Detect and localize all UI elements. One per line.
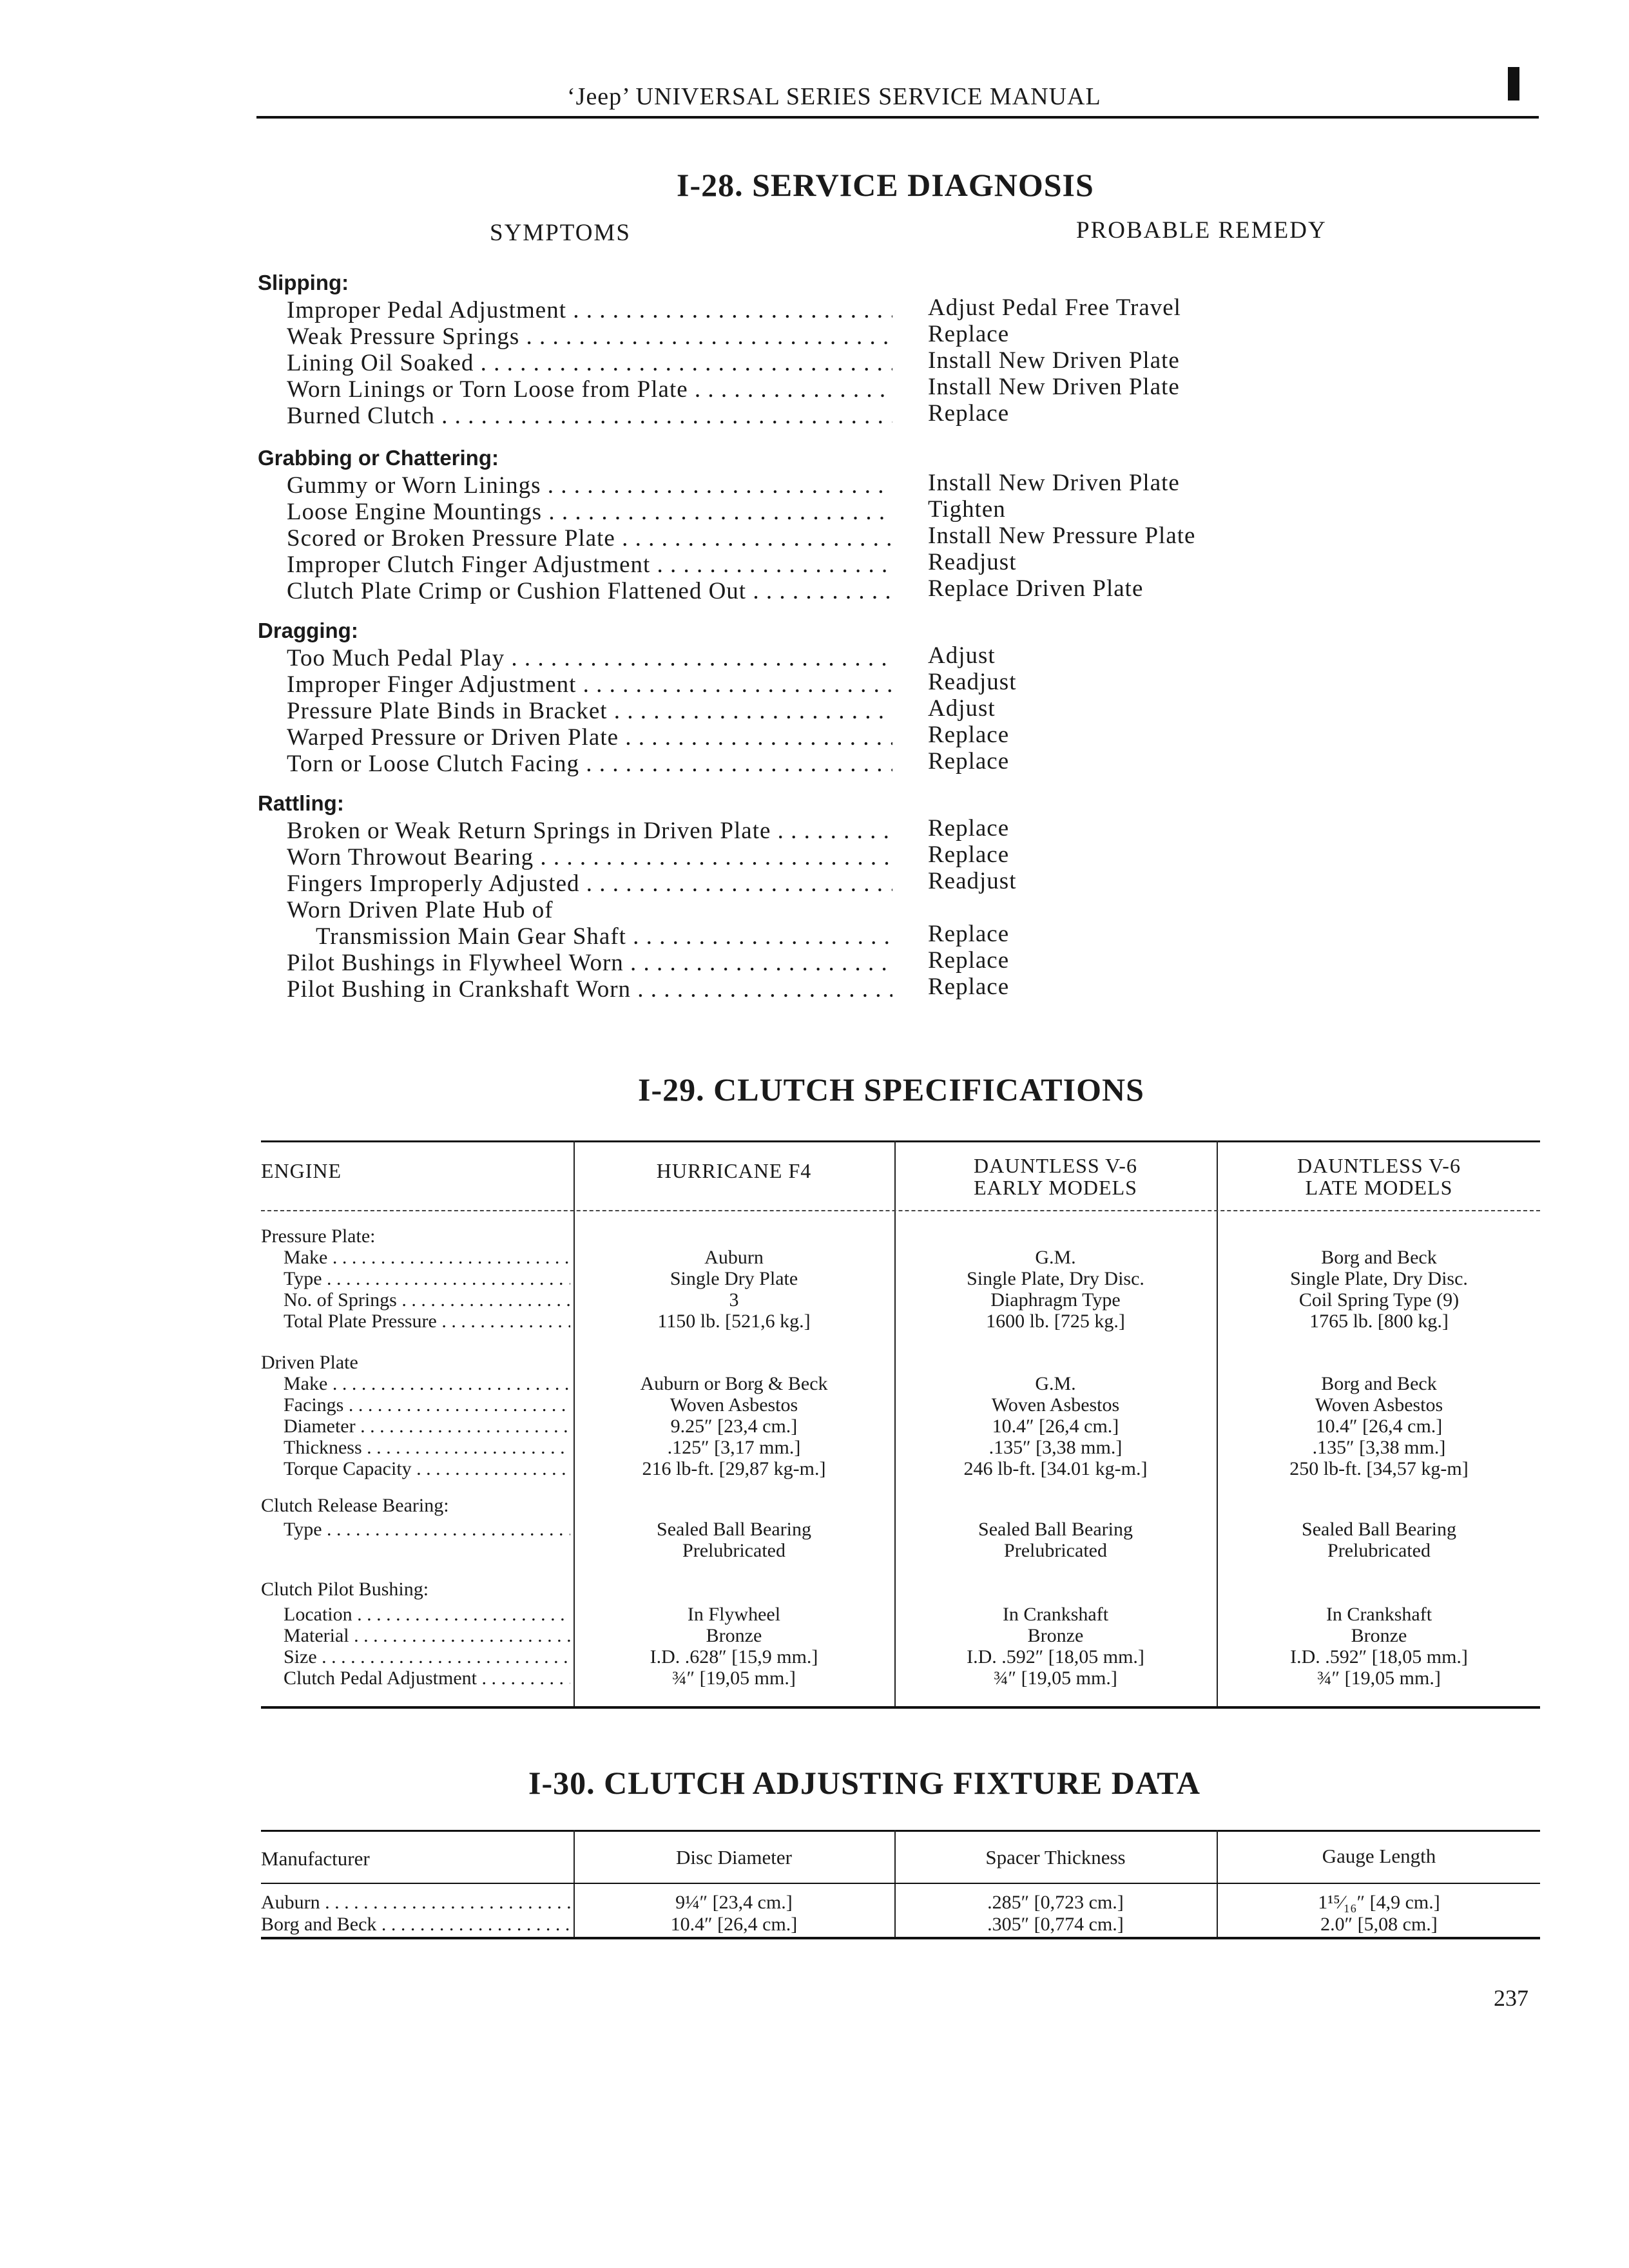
spec-value-dauntless-late: .135″ [3,38 mm.] (1312, 1437, 1446, 1458)
diagnosis-category: Dragging: (258, 619, 358, 642)
spec-value-hurricane-f4: Bronze (706, 1625, 762, 1646)
remedy-item: Replace (928, 841, 1010, 868)
spec-value-dauntless-late: 250 lb-ft. [34,57 kg-m] (1289, 1458, 1469, 1479)
fixture-manufacturer: Borg and Beck . . . (261, 1914, 570, 1935)
spec-row-label: Diameter . . . (284, 1416, 570, 1437)
diagnosis-category: Grabbing or Chattering: (258, 446, 499, 470)
remedy-item: Replace (928, 921, 1010, 947)
fixture-header-spacer-thickness: Spacer Thickness (985, 1846, 1126, 1869)
remedy-item: Replace (928, 815, 1010, 841)
diagnosis-title: I-28. SERVICE DIAGNOSIS (677, 167, 1094, 203)
spec-value-hurricane-f4: ¾″ [19,05 mm.] (672, 1667, 796, 1689)
spec-value-dauntless-late: Bronze (1351, 1625, 1407, 1646)
spec-row-label: Material . . . (284, 1625, 570, 1646)
spec-value-dauntless-late: ¾″ [19,05 mm.] (1317, 1667, 1441, 1689)
symptom-item: Improper Finger Adjustment . . . (287, 671, 892, 698)
remedy-item: Replace Driven Plate (928, 575, 1144, 602)
spec-value-hurricane-f4: Single Dry Plate (670, 1268, 798, 1289)
spec-value-dauntless-early: Sealed Ball Bearing (978, 1519, 1133, 1540)
spec-value-dauntless-early: In Crankshaft (1002, 1604, 1109, 1625)
spec-value-dauntless-early: G.M. (1035, 1373, 1076, 1394)
specs-header-divider (261, 1210, 1540, 1211)
diagnosis-category: Slipping: (258, 271, 349, 294)
spec-row-label: Make . . . (284, 1247, 570, 1268)
spec-value-dauntless-early: 10.4″ [26,4 cm.] (992, 1416, 1119, 1437)
specs-top-rule (261, 1140, 1540, 1142)
remedy-item: Install New Driven Plate (928, 347, 1180, 374)
col-header-dauntless-late-1: DAUNTLESS V-6 (1297, 1154, 1461, 1177)
fixture-header-manufacturer: Manufacturer (261, 1847, 370, 1870)
spec-value-dauntless-early: 246 lb-ft. [34.01 kg-m.] (963, 1458, 1148, 1479)
header-rule (256, 116, 1539, 119)
spec-row-label: Type . . . (284, 1268, 570, 1289)
symptom-item: Lining Oil Soaked . . . (287, 349, 892, 377)
spec-row-label: Type . . . (284, 1519, 570, 1540)
symptom-item: Too Much Pedal Play . . . (287, 644, 892, 672)
remedy-item: Adjust (928, 695, 996, 722)
spec-value-dauntless-early: I.D. .592″ [18,05 mm.] (967, 1646, 1144, 1667)
running-header: ‘Jeep’ UNIVERSAL SERIES SERVICE MANUAL (567, 83, 1101, 110)
fixture-gauge-length: 1¹⁵⁄₁₆″ [4,9 cm.] (1318, 1892, 1440, 1913)
remedy-item: Install New Pressure Plate (928, 523, 1196, 549)
spec-row-label: Location . . . (284, 1604, 570, 1625)
symptom-item: Scored or Broken Pressure Plate . . . (287, 524, 892, 552)
fixture-bottom-rule (261, 1937, 1540, 1939)
spec-value-hurricane-f4: 216 lb-ft. [29,87 kg-m.] (642, 1458, 826, 1479)
col-header-dauntless-early-1: DAUNTLESS V-6 (974, 1154, 1137, 1177)
spec-row-label: No. of Springs . . . (284, 1289, 570, 1311)
spec-row-label: Thickness . . . (284, 1437, 570, 1458)
diagnosis-category: Rattling: (258, 791, 344, 815)
fixture-spacer-thickness: .285″ [0,723 cm.] (987, 1892, 1124, 1913)
col-header-dauntless-early-2: EARLY MODELS (974, 1176, 1137, 1199)
symptom-item: Fingers Improperly Adjusted . . . (287, 870, 892, 898)
spec-value-dauntless-early: Prelubricated (1004, 1540, 1107, 1561)
col-header-hurricane-f4: HURRICANE F4 (656, 1159, 812, 1182)
fixture-top-rule (261, 1830, 1540, 1832)
spec-value-dauntless-late: 1765 lb. [800 kg.] (1309, 1311, 1449, 1332)
spec-section-heading: Clutch Pilot Bushing: (261, 1579, 429, 1600)
symptom-item: Torn or Loose Clutch Facing . . . (287, 750, 892, 778)
spec-value-dauntless-late: Coil Spring Type (9) (1298, 1289, 1460, 1311)
remedy-column-header: PROBABLE REMEDY (1076, 217, 1327, 244)
spec-value-hurricane-f4: 9.25″ [23,4 cm.] (670, 1416, 798, 1437)
remedy-item: Replace (928, 722, 1010, 748)
remedy-item: Install New Driven Plate (928, 374, 1180, 400)
spec-value-dauntless-early: ¾″ [19,05 mm.] (994, 1667, 1117, 1689)
page-number: 237 (1494, 1985, 1528, 2011)
symptom-item: Pilot Bushing in Crankshaft Worn . . . (287, 975, 892, 1003)
section-tab-marker (1508, 67, 1519, 101)
spec-value-hurricane-f4: Sealed Ball Bearing (657, 1519, 811, 1540)
symptoms-column-header: SYMPTOMS (490, 220, 631, 246)
spec-value-hurricane-f4: Prelubricated (682, 1540, 786, 1561)
spec-value-dauntless-early: Single Plate, Dry Disc. (967, 1268, 1144, 1289)
symptom-item: Burned Clutch . . . (287, 402, 892, 430)
spec-value-hurricane-f4: 3 (729, 1289, 739, 1311)
spec-value-dauntless-late: Sealed Ball Bearing (1302, 1519, 1456, 1540)
fixture-gauge-length: 2.0″ [5,08 cm.] (1320, 1914, 1438, 1935)
spec-value-hurricane-f4: Auburn or Borg & Beck (640, 1373, 828, 1394)
spec-value-dauntless-late: Prelubricated (1327, 1540, 1431, 1561)
remedy-item: Replace (928, 947, 1010, 974)
symptom-item: Broken or Weak Return Springs in Driven Plate . . . (287, 817, 892, 845)
symptom-item: Improper Pedal Adjustment . . . (287, 296, 892, 324)
fixture-spacer-thickness: .305″ [0,774 cm.] (987, 1914, 1124, 1935)
symptom-item: Gummy or Worn Linings . . . (287, 472, 892, 499)
symptom-item: Worn Driven Plate Hub of (287, 897, 554, 923)
symptom-item: Warped Pressure or Driven Plate . . . (287, 724, 892, 751)
spec-value-hurricane-f4: Woven Asbestos (670, 1394, 798, 1416)
fixture-manufacturer: Auburn . . . (261, 1892, 570, 1913)
fixture-header-disc-diameter: Disc Diameter (676, 1846, 792, 1869)
spec-value-dauntless-early: Woven Asbestos (991, 1394, 1120, 1416)
spec-value-dauntless-early: Diaphragm Type (990, 1289, 1121, 1311)
fixture-header-rule (261, 1883, 1540, 1884)
spec-value-hurricane-f4: In Flywheel (687, 1604, 781, 1625)
remedy-item: Replace (928, 748, 1010, 774)
symptom-item: Transmission Main Gear Shaft . . . (316, 923, 892, 950)
remedy-item: Install New Driven Plate (928, 470, 1180, 496)
fixture-disc-diameter: 10.4″ [26,4 cm.] (670, 1914, 798, 1935)
fixture-title: I-30. CLUTCH ADJUSTING FIXTURE DATA (528, 1765, 1200, 1801)
spec-value-dauntless-late: I.D. .592″ [18,05 mm.] (1290, 1646, 1468, 1667)
spec-value-dauntless-late: Borg and Beck (1321, 1373, 1437, 1394)
remedy-item: Adjust Pedal Free Travel (928, 294, 1181, 321)
clutch-specs-title: I-29. CLUTCH SPECIFICATIONS (638, 1072, 1144, 1108)
col-header-dauntless-late-2: LATE MODELS (1305, 1176, 1453, 1199)
spec-row-label: Clutch Pedal Adjustment . . . (284, 1667, 570, 1689)
spec-value-hurricane-f4: .125″ [3,17 mm.] (667, 1437, 801, 1458)
remedy-item: Adjust (928, 642, 996, 669)
symptom-item: Pilot Bushings in Flywheel Worn . . . (287, 949, 892, 977)
remedy-item: Tighten (928, 496, 1006, 523)
remedy-item: Replace (928, 321, 1010, 347)
spec-value-hurricane-f4: 1150 lb. [521,6 kg.] (657, 1311, 811, 1332)
symptom-item: Worn Linings or Torn Loose from Plate . . . (287, 376, 892, 403)
spec-value-dauntless-late: 10.4″ [26,4 cm.] (1315, 1416, 1443, 1437)
fixture-header-gauge-length: Gauge Length (1322, 1845, 1436, 1867)
spec-value-dauntless-early: .135″ [3,38 mm.] (988, 1437, 1123, 1458)
spec-value-dauntless-late: In Crankshaft (1325, 1604, 1432, 1625)
spec-row-label: Facings . . . (284, 1394, 570, 1416)
symptom-item: Pressure Plate Binds in Bracket . . . (287, 697, 892, 725)
spec-value-dauntless-late: Borg and Beck (1321, 1247, 1437, 1268)
symptom-item: Clutch Plate Crimp or Cushion Flattened Out . . . (287, 577, 892, 605)
spec-row-label: Make . . . (284, 1373, 570, 1394)
remedy-item: Readjust (928, 549, 1017, 575)
spec-value-dauntless-late: Single Plate, Dry Disc. (1290, 1268, 1468, 1289)
spec-value-dauntless-early: Bronze (1027, 1625, 1084, 1646)
symptom-item: Weak Pressure Springs . . . (287, 323, 892, 351)
spec-value-dauntless-early: G.M. (1035, 1247, 1076, 1268)
col-header-engine: ENGINE (261, 1159, 342, 1182)
remedy-item: Replace (928, 974, 1010, 1000)
spec-value-dauntless-early: 1600 lb. [725 kg.] (986, 1311, 1125, 1332)
spec-row-label: Torque Capacity . . . (284, 1458, 570, 1479)
fixture-disc-diameter: 9¼″ [23,4 cm.] (675, 1892, 793, 1913)
symptom-item: Worn Throwout Bearing . . . (287, 843, 892, 871)
spec-section-heading: Clutch Release Bearing: (261, 1495, 449, 1516)
specs-bottom-rule (261, 1706, 1540, 1709)
spec-section-heading: Pressure Plate: (261, 1225, 376, 1247)
remedy-item: Readjust (928, 868, 1017, 894)
symptom-item: Loose Engine Mountings . . . (287, 498, 892, 526)
spec-row-label: Size . . . (284, 1646, 570, 1667)
spec-section-heading: Driven Plate (261, 1352, 358, 1373)
remedy-item: Readjust (928, 669, 1017, 695)
spec-value-hurricane-f4: Auburn (704, 1247, 764, 1268)
symptom-item: Improper Clutch Finger Adjustment . . . (287, 551, 892, 579)
remedy-item: Replace (928, 400, 1010, 427)
spec-value-dauntless-late: Woven Asbestos (1315, 1394, 1443, 1416)
spec-row-label: Total Plate Pressure . . . (284, 1311, 570, 1332)
spec-value-hurricane-f4: I.D. .628″ [15,9 mm.] (650, 1646, 818, 1667)
